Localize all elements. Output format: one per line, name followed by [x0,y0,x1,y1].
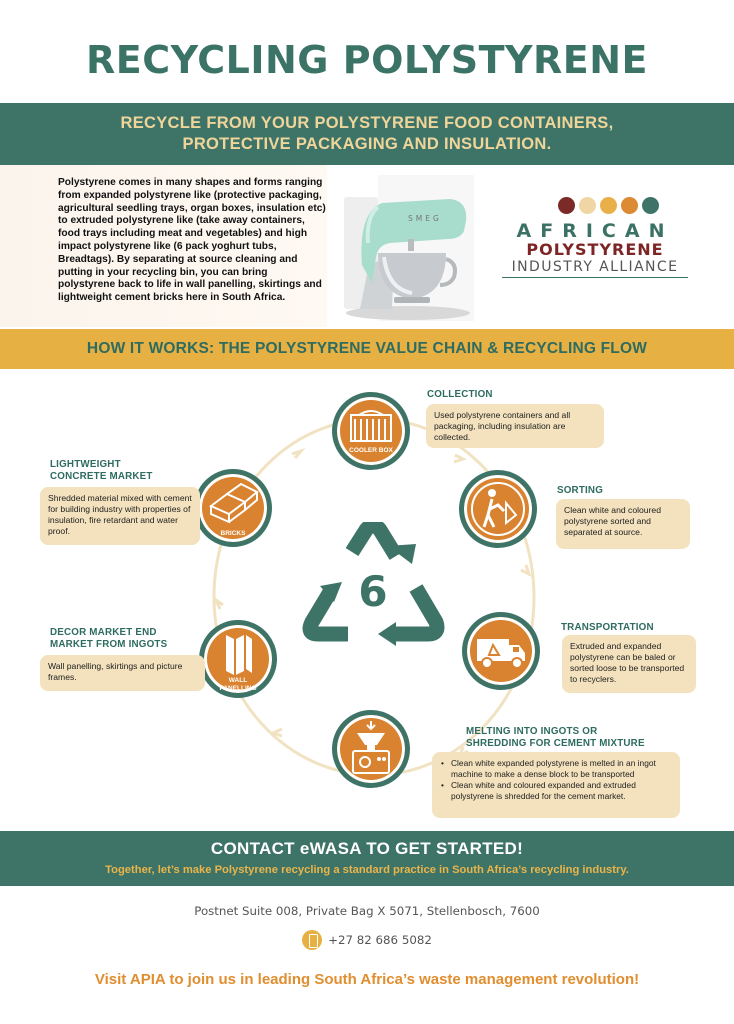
bricks-circle [194,469,272,547]
sorting-circle [459,470,537,548]
melting-heading [466,726,645,749]
transportation-text: Extruded and expanded polystyrene can be baled or sorted loose to be transported to recyclers. [562,635,696,693]
melting-text [432,752,680,818]
subtitle-line-2: PROTECTIVE PACKAGING AND INSULATION. [182,135,552,153]
collection-icon-label: COOLER BOX [349,447,393,454]
melting-bullet-list [440,758,672,802]
recycle-code-number: 6 [358,567,388,616]
melting-heading-line-2: SHREDDING FOR CEMENT MIXTURE [466,737,645,749]
bricks-icon-label: BRICKS [220,530,246,537]
mixer-brand-text: SMEG [408,214,442,223]
phone-row [0,930,734,950]
logo-dot [621,197,638,214]
visit-apia-link[interactable]: Visit APIA to join us in leading South Africa’s waste management revolution! [94,971,640,988]
logo-line-african: AFRICAN [516,220,674,242]
logo-dot [579,197,596,214]
intro-section [0,165,734,327]
wall-panelling-label-line-2: PANELLING [219,684,257,692]
melting-bullet: • Clean white and coloured expanded and extruded polystyrene is shredded for the cement market. [440,780,672,802]
concrete-heading-line-2: CONCRETE MARKET [50,470,153,482]
transportation-heading: TRANSPORTATION [561,622,654,633]
logo-line-alliance: INDUSTRY ALLIANCE [502,259,688,278]
logo-line-polystyrene: POLYSTYRENE [526,240,664,259]
decor-heading-line-1: DECOR MARKET END [50,627,157,638]
wall-panelling-circle [199,620,277,698]
phone-icon [302,930,322,950]
wall-panelling-label-line-1: WALL [228,677,248,684]
delivery-truck-icon [467,617,535,685]
contact-title: CONTACT eWASA TO GET STARTED! [210,839,524,858]
decor-text: Wall panelling, skirtings and picture frames. [40,655,205,691]
postal-address: Postnet Suite 008, Private Bag X 5071, Stellenbosch, 7600 [194,904,540,918]
logo-dot [642,197,659,214]
concrete-heading [50,459,153,482]
recycling-flow-diagram [0,369,734,831]
transportation-circle [462,612,540,690]
subtitle-banner [0,103,734,165]
contact-banner [0,831,734,886]
melting-heading-line-1: MELTING INTO INGOTS OR [466,726,598,737]
collection-circle [332,392,410,470]
logo-dots [526,197,690,214]
recycling-person-icon [464,475,532,543]
wall-panelling-icon-label [204,677,272,692]
sorting-heading: SORTING [557,485,604,496]
melting-bullet: • Clean white expanded polystyrene is melted in an ingot machine to make a dense block to be transported [440,758,672,780]
collection-heading: COLLECTION [427,389,493,400]
how-it-works-banner: HOW IT WORKS: THE POLYSTYRENE VALUE CHAIN & RECYCLING FLOW [0,329,734,369]
contact-subtitle: Together, let’s make Polystyrene recycling a standard practice in South Africa’s recycling industry. [105,864,629,876]
apia-logo [500,197,690,297]
melting-circle [332,710,410,788]
sorting-text: Clean white and coloured polystyrene sorted and separated at source. [556,499,690,549]
intro-paragraph: Polystyrene comes in many shapes and forms ranging from expanded polystyrene like (protective packaging, agricultural seedling trays, organ boxes, insulation etc) to extruded polystyrene like (take away containers, food trays including meat and vegetables) and high impact polystyrene like (6 pack yoghurt tubs, Breadtags). By separating at source cleaning and putting in your recycling bin, you can bring polystyrene back to life in wall panelling, skirtings and lightweight cement bricks here in South Africa. [58,177,326,304]
decor-heading [50,627,167,650]
ingot-machine-icon [337,715,405,783]
phone-number[interactable]: +27 82 686 5082 [328,933,432,947]
recycle-symbol-icon [300,522,446,657]
logo-dot [558,197,575,214]
collection-text: Used polystyrene containers and all packaging, including insulation are collected. [426,404,604,448]
logo-dot [600,197,617,214]
stand-mixer-image [338,173,478,321]
page-title: RECYCLING POLYSTYRENE [86,38,648,82]
concrete-heading-line-1: LIGHTWEIGHT [50,459,121,470]
concrete-text: Shredded material mixed with cement for building industry with properties of insulation, fire retardant and water proof. [40,487,200,545]
subtitle-line-1: RECYCLE FROM YOUR POLYSTYRENE FOOD CONTAINERS, [120,114,614,132]
decor-heading-line-2: MARKET FROM INGOTS [50,638,168,650]
cooler-box-icon [337,397,405,465]
